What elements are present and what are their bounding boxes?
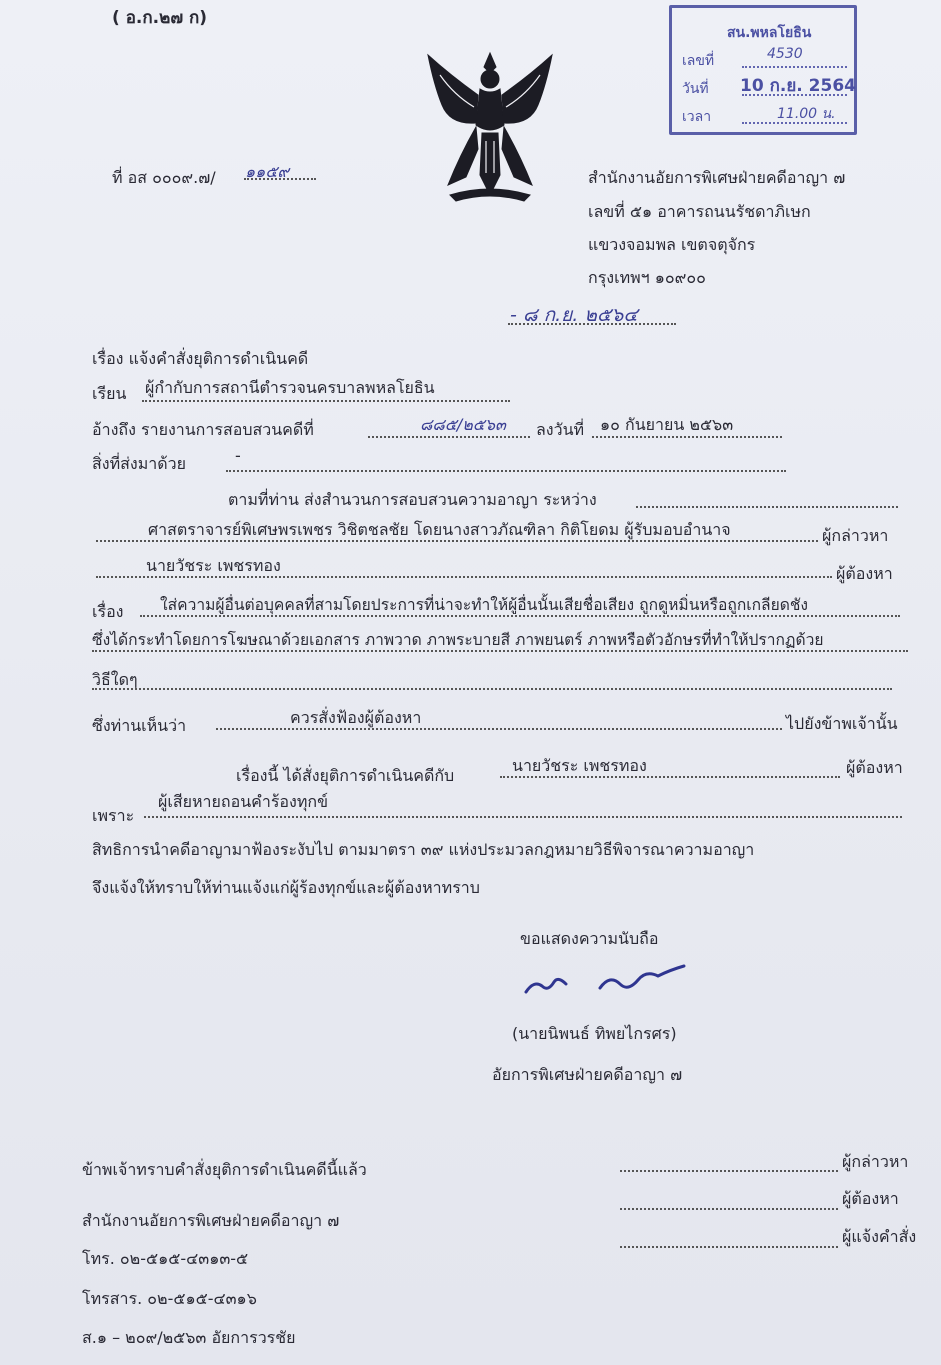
opinion-value: ควรสั่งฟ้องผู้ต้องหา — [290, 708, 422, 727]
because-label: เพราะ — [92, 806, 135, 825]
address-line-3: แขวงจอมพล เขตจตุจักร — [588, 235, 756, 254]
complainant: ศาสตราจารย์พิเศษพรเพชร วิชิตชลชัย โดยนางสาวภัณฑิลา กิติโยดม ผู้รับมอบอำนาจ — [148, 520, 731, 539]
stamp-time-value: 11.00 น. — [777, 106, 836, 122]
ref-label: ที่ อส ๐๐๐๙.๗/ — [112, 168, 216, 187]
reference-case-no: ๘๘๕/๒๕๖๓ — [420, 415, 506, 434]
matter-line-1: ใส่ความผู้อื่นต่อบุคคลที่สามโดยประการที่น่าจะทำให้ผู้อื่นนั้นเสียชื่อเสียง ถูกดูหมิ่นหรือถูกเกลียดชัง — [160, 596, 809, 614]
order-label: เรื่องนี้ ได้สั่งยุติการดำเนินคดีกับ — [236, 766, 455, 785]
receipt-stamp — [669, 5, 857, 135]
stamp-number-label: เลขที่ — [682, 53, 715, 69]
to-value: ผู้กำกับการสถานีตำรวจนครบาลพหลโยธิน — [145, 378, 435, 397]
reference-dated-value: ๑๐ กันยายน ๒๕๖๓ — [600, 415, 734, 434]
body-intro: ตามที่ท่าน ส่งสำนวนการสอบสวนความอาญา ระหว่าง — [228, 490, 597, 509]
enclosure-value: - — [235, 446, 241, 465]
matter-label: เรื่อง — [92, 602, 124, 621]
law-line: สิทธิการนำคดีอาญามาฟ้องระงับไป ตามมาตรา ๓๙ แห่งประมวลกฎหมายวิธีพิจารณาความอาญา — [92, 840, 755, 859]
footer-fax: โทรสาร. ๐๒-๕๑๕-๔๓๑๖ — [82, 1289, 257, 1308]
garuda-emblem-icon — [420, 45, 560, 205]
footer-doc-ref: ส.๑ – ๒๐๙/๒๕๖๓ อัยการวรชัย — [82, 1328, 296, 1347]
signature-icon — [520, 962, 690, 1002]
stamp-office: สน.พหลโยธิน — [727, 25, 812, 41]
to-label: เรียน — [92, 384, 127, 403]
ack-role-accused: ผู้ต้องหา — [842, 1189, 899, 1208]
reference-label: อ้างถึง รายงานการสอบสวนคดีที่ — [92, 420, 314, 439]
acknowledgement: ข้าพเจ้าทราบคำสั่งยุติการดำเนินคดีนี้แล้ว — [82, 1160, 367, 1179]
ack-role-notifier: ผู้แจ้งคำสั่ง — [842, 1227, 917, 1246]
matter-line-2: ซึ่งได้กระทำโดยการโฆษณาด้วยเอกสาร ภาพวาด ภาพระบายสี ภาพยนตร์ ภาพหรือตัวอักษรที่ทำให้ปรากฏด้วย — [92, 631, 824, 649]
address-line-1: สำนักงานอัยการพิเศษฝ่ายคดีอาญา ๗ — [588, 168, 846, 187]
closing: ขอแสดงความนับถือ — [520, 929, 659, 948]
address-line-4: กรุงเทพฯ ๑๐๙๐๐ — [588, 268, 706, 287]
address-line-2: เลขที่ ๕๑ อาคารถนนรัชดาภิเษก — [588, 202, 811, 221]
order-role: ผู้ต้องหา — [846, 758, 903, 777]
footer-phone: โทร. ๐๒-๕๑๕-๔๓๑๓-๕ — [82, 1249, 249, 1268]
matter-line-3: วิธีใดๆ — [92, 670, 138, 689]
accused: นายวัชระ เพชรทอง — [146, 556, 281, 575]
stamp-number-value: 4530 — [767, 46, 803, 62]
enclosure-label: สิ่งที่ส่งมาด้วย — [92, 454, 186, 473]
notify-line: จึงแจ้งให้ทราบให้ท่านแจ้งแก่ผู้ร้องทุกข์และผู้ต้องหาทราบ — [92, 878, 480, 897]
stamp-date-label: วันที่ — [682, 81, 709, 97]
stamp-date-value: 10 ก.ย. 2564 — [740, 76, 856, 96]
stamp-time-label: เวลา — [682, 109, 712, 125]
opinion-suffix: ไปยังข้าพเจ้านั้น — [786, 714, 898, 733]
complainant-role: ผู้กล่าวหา — [822, 526, 889, 545]
signer-name: (นายนิพนธ์ ทิพยไกรศร) — [512, 1024, 677, 1043]
footer-office: สำนักงานอัยการพิเศษฝ่ายคดีอาญา ๗ — [82, 1211, 340, 1230]
subject: เรื่อง แจ้งคำสั่งยุติการดำเนินคดี — [92, 349, 309, 368]
because-value: ผู้เสียหายถอนคำร้องทุกข์ — [158, 792, 328, 811]
ref-number: ๑๑๕๙ — [245, 162, 290, 181]
accused-role: ผู้ต้องหา — [836, 564, 893, 583]
reference-dated-label: ลงวันที่ — [536, 420, 585, 439]
document-date: - ๘ ก.ย. ๒๕๖๔ — [510, 304, 638, 326]
signer-title: อัยการพิเศษฝ่ายคดีอาญา ๗ — [492, 1065, 683, 1084]
order-value: นายวัชระ เพชรทอง — [512, 756, 647, 775]
ack-role-complainant: ผู้กล่าวหา — [842, 1152, 909, 1171]
opinion-label: ซึ่งท่านเห็นว่า — [92, 716, 187, 735]
form-code: ( อ.ก.๒๗ ก) — [112, 8, 208, 28]
